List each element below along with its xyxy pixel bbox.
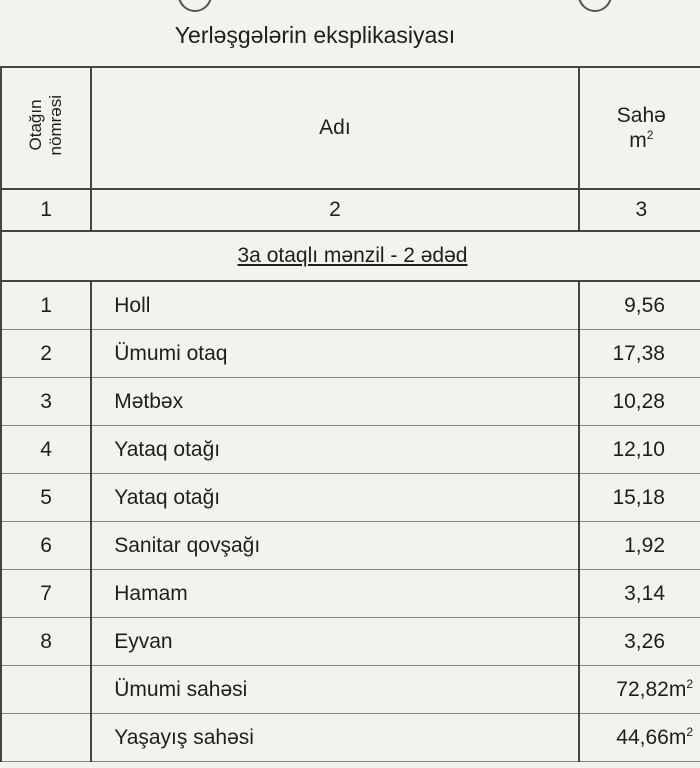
table-row bbox=[1, 378, 700, 426]
table-row bbox=[1, 618, 700, 666]
total-value-sup: 2 bbox=[686, 725, 693, 739]
room-name: Hamam bbox=[91, 570, 578, 618]
table-row bbox=[1, 474, 700, 522]
header-room-number bbox=[1, 67, 91, 189]
room-name: Yataq otağı bbox=[91, 474, 578, 522]
total-row bbox=[1, 714, 700, 762]
header-area-unit-sup: 2 bbox=[646, 127, 654, 142]
total-value-text: 72,82m bbox=[616, 678, 687, 701]
room-area: 17,38 bbox=[579, 330, 700, 378]
room-number: 3 bbox=[1, 378, 91, 426]
header-area-label: Sahə bbox=[616, 103, 666, 127]
header-room-number-line2: nömrəsi bbox=[46, 94, 66, 156]
header-row bbox=[1, 67, 700, 189]
room-area: 3,14 bbox=[579, 570, 700, 618]
room-area: 3,26 bbox=[579, 618, 700, 666]
total-row bbox=[1, 666, 700, 714]
header-room-number-line1: Otağın bbox=[26, 99, 46, 151]
top-circle-mark bbox=[578, 0, 612, 12]
table-row bbox=[1, 426, 700, 474]
room-name: Eyvan bbox=[91, 618, 578, 666]
room-number: 1 bbox=[1, 281, 91, 330]
column-number-row bbox=[1, 189, 700, 231]
table-row bbox=[1, 522, 700, 570]
header-area bbox=[579, 67, 700, 189]
top-circle-mark bbox=[178, 0, 212, 12]
room-number: 6 bbox=[1, 522, 91, 570]
table-row bbox=[1, 330, 700, 378]
room-number: 7 bbox=[1, 570, 91, 618]
empty-cell bbox=[1, 714, 91, 762]
table-row bbox=[1, 570, 700, 618]
explication-table bbox=[0, 66, 700, 762]
empty-cell bbox=[1, 666, 91, 714]
section-title bbox=[1, 231, 700, 281]
header-area-unit: m bbox=[629, 128, 647, 152]
room-number: 2 bbox=[1, 330, 91, 378]
room-area: 15,18 bbox=[579, 474, 700, 522]
room-name: Yataq otağı bbox=[91, 426, 578, 474]
total-label: Yaşayış sahəsi bbox=[91, 714, 578, 762]
total-value-text: 44,66m bbox=[616, 726, 687, 749]
total-label: Ümumi sahəsi bbox=[91, 666, 578, 714]
room-name: Holl bbox=[91, 281, 578, 330]
room-area: 10,28 bbox=[579, 378, 700, 426]
room-area: 1,92 bbox=[579, 522, 700, 570]
column-number: 2 bbox=[91, 189, 578, 231]
header-name: Adı bbox=[91, 67, 578, 189]
total-value-sup: 2 bbox=[686, 677, 693, 691]
total-value bbox=[579, 666, 700, 714]
table-row bbox=[1, 281, 700, 330]
room-number: 5 bbox=[1, 474, 91, 522]
section-row bbox=[1, 231, 700, 281]
page-title: Yerləşgələrin eksplikasiyası bbox=[174, 22, 456, 48]
column-number: 1 bbox=[1, 189, 91, 231]
section-title-text: 3a otaqlı mənzil - 2 ədəd bbox=[237, 244, 468, 267]
total-value bbox=[579, 714, 700, 762]
room-number: 8 bbox=[1, 618, 91, 666]
room-name: Sanitar qovşağı bbox=[91, 522, 578, 570]
room-name: Mətbəx bbox=[91, 378, 578, 426]
room-area: 12,10 bbox=[579, 426, 700, 474]
room-number: 4 bbox=[1, 426, 91, 474]
room-area: 9,56 bbox=[579, 281, 700, 330]
column-number: 3 bbox=[579, 189, 700, 231]
room-name: Ümumi otaq bbox=[91, 330, 578, 378]
